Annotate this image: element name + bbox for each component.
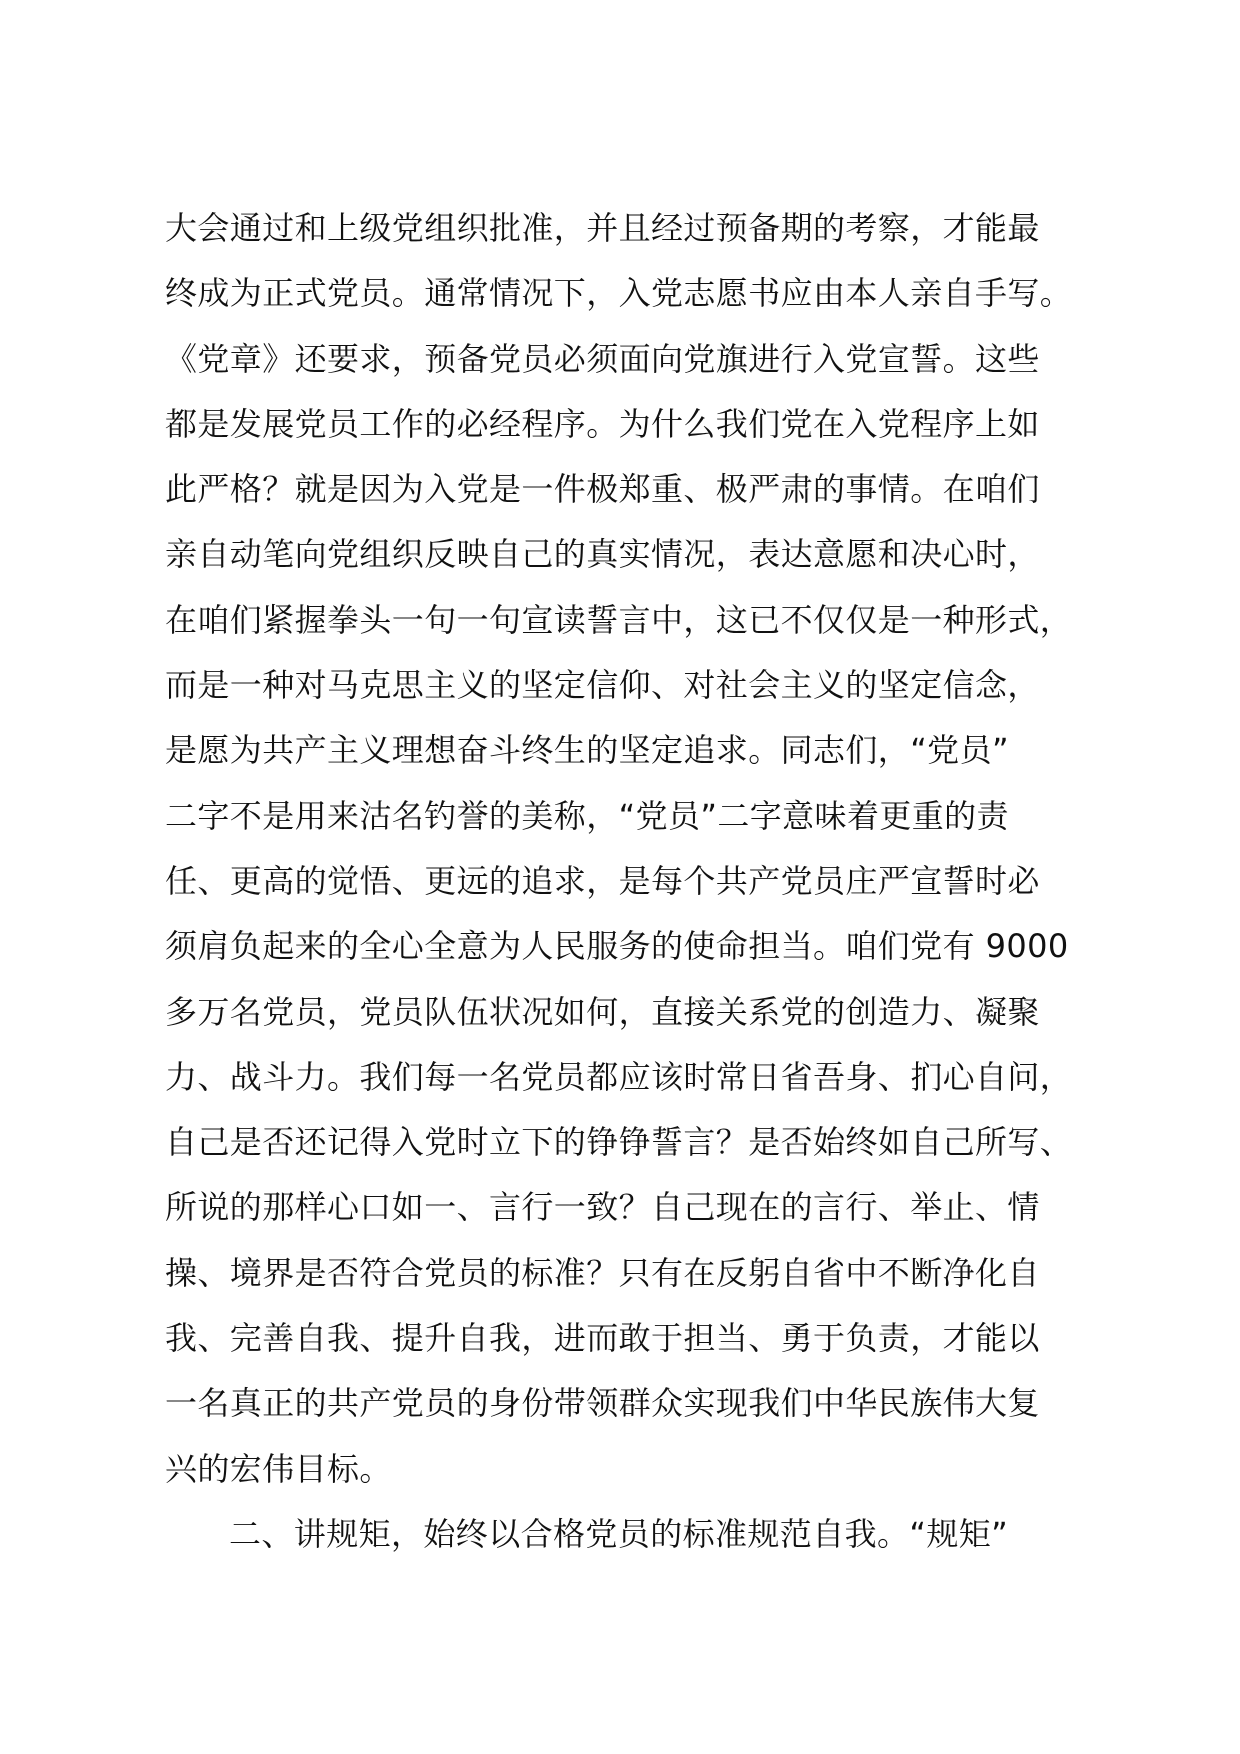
text-line: 终成为正式党员。通常情况下，入党志愿书应由本人亲自手写。 bbox=[165, 274, 1073, 313]
text-line: 操、境界是否符合党员的标准？只有在反躬自省中不断净化自 bbox=[165, 1253, 1040, 1292]
text-line: 一名真正的共产党员的身份带领群众实现我们中华民族伟大复 bbox=[165, 1384, 1040, 1423]
text-line: 亲自动笔向党组织反映自己的真实情况，表达意愿和决心时， bbox=[165, 535, 1040, 574]
text-line: 须肩负起来的全心全意为人民服务的使命担当。咱们党有 9000 bbox=[165, 927, 1069, 966]
text-line: 自己是否还记得入党时立下的铮铮誓言？是否始终如自己所写、 bbox=[165, 1123, 1073, 1162]
text-line: 都是发展党员工作的必经程序。为什么我们党在入党程序上如 bbox=[165, 404, 1040, 443]
text-line: 《党章》还要求，预备党员必须面向党旗进行入党宣誓。这些 bbox=[165, 339, 1040, 378]
text-line: 多万名党员，党员队伍状况如何，直接关系党的创造力、凝聚 bbox=[165, 992, 1040, 1031]
text-line: 在咱们紧握拳头一句一句宣读誓言中，这已不仅仅是一种形式， bbox=[165, 600, 1073, 639]
text-line: 此严格？就是因为入党是一件极郑重、极严肃的事情。在咱们 bbox=[165, 470, 1040, 509]
text-line: 兴的宏伟目标。 bbox=[165, 1449, 392, 1488]
text-line: 是愿为共产主义理想奋斗终生的坚定追求。同志们，“党员” bbox=[165, 731, 1009, 770]
body-text bbox=[165, 196, 1105, 1567]
text-line: 大会通过和上级党组织批准，并且经过预备期的考察，才能最 bbox=[165, 209, 1040, 247]
text-line: 二字不是用来沽名钓誉的美称，“党员”二字意味着更重的责 bbox=[165, 796, 1009, 835]
text-line: 力、战斗力。我们每一名党员都应该时常日省吾身、扪心自问， bbox=[165, 1057, 1073, 1096]
text-line: 任、更高的觉悟、更远的追求，是每个共产党员庄严宣誓时必 bbox=[165, 861, 1040, 900]
section-heading-line: 二、讲规矩，始终以合格党员的标准规范自我。“规矩” bbox=[229, 1514, 1009, 1553]
text-line: 我、完善自我、提升自我，进而敢于担当、勇于负责，才能以 bbox=[165, 1319, 1040, 1358]
text-line: 所说的那样心口如一、言行一致？自己现在的言行、举止、情 bbox=[165, 1188, 1040, 1227]
text-line: 而是一种对马克思主义的坚定信仰、对社会主义的坚定信念， bbox=[165, 666, 1040, 705]
